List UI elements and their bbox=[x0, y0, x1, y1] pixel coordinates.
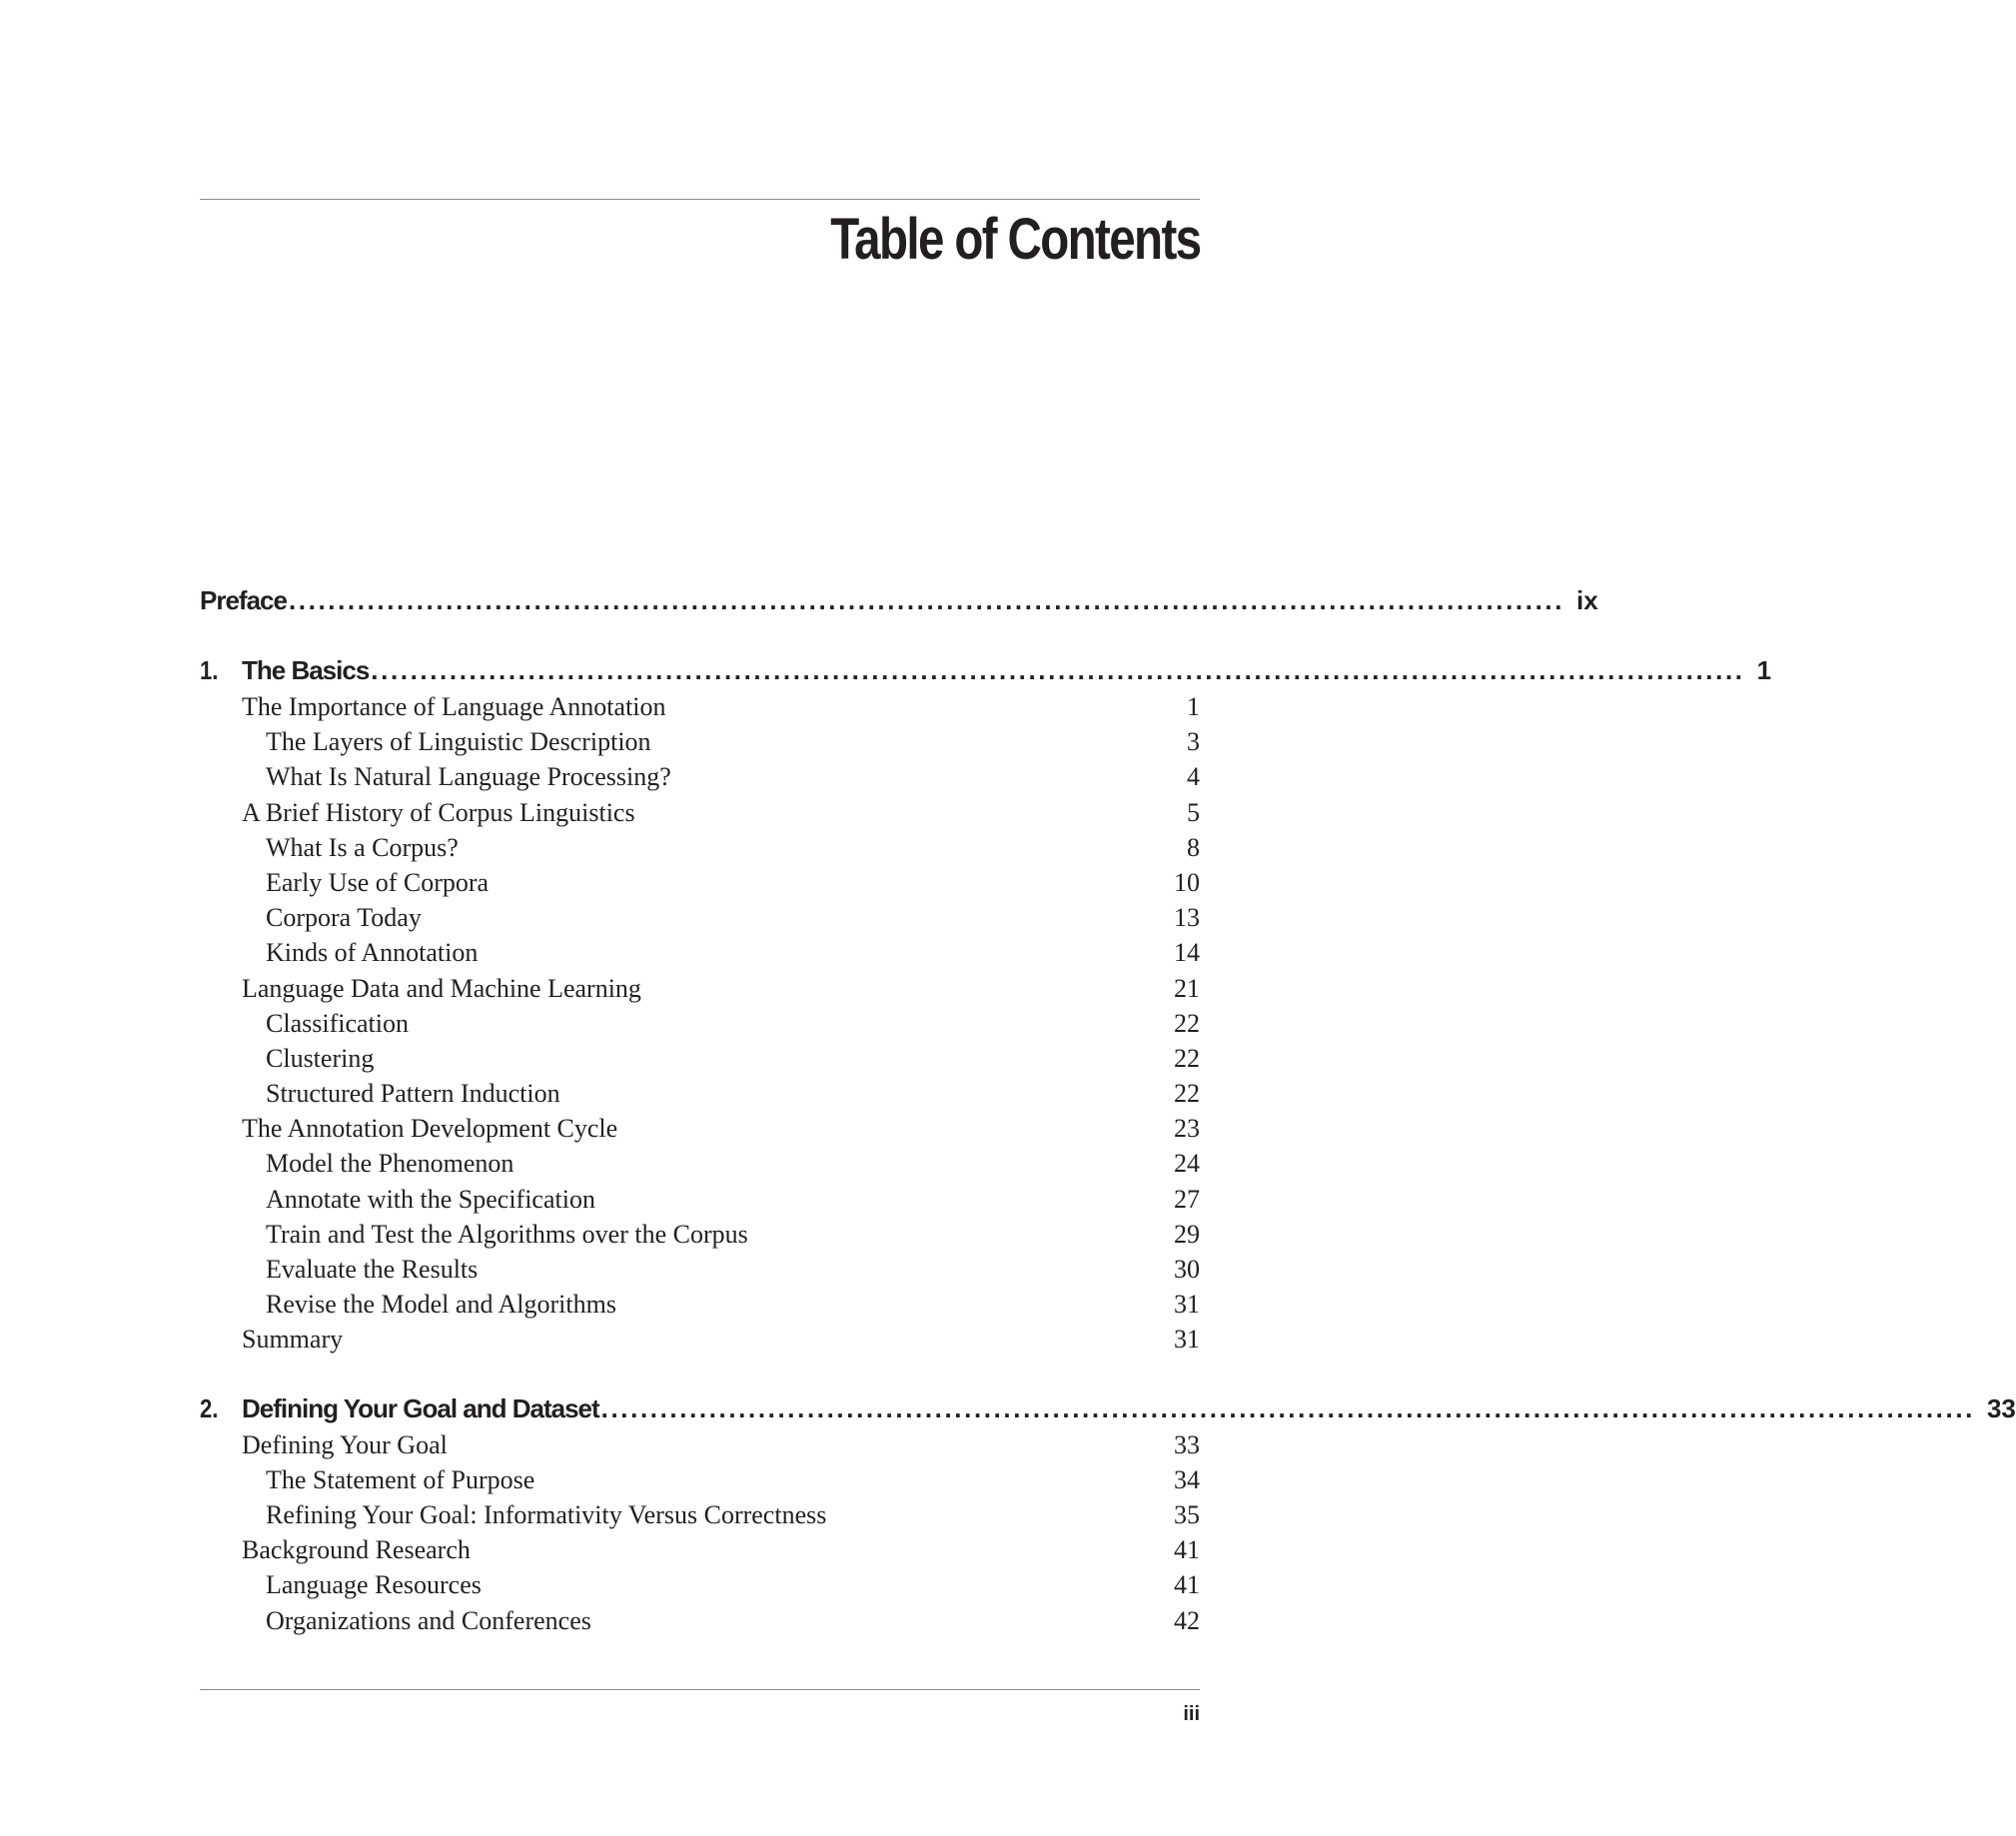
section-title: Classification bbox=[266, 1008, 409, 1038]
section-title: Clustering bbox=[266, 1043, 375, 1073]
toc-section[interactable] bbox=[200, 1567, 1200, 1602]
section-page: 30 bbox=[1174, 1255, 1200, 1284]
section-title: Summary bbox=[242, 1325, 344, 1355]
section-page: 10 bbox=[1174, 867, 1200, 897]
section-page: 33 bbox=[1174, 1429, 1200, 1459]
section-page: 8 bbox=[1187, 832, 1200, 862]
toc-section[interactable] bbox=[200, 971, 1200, 1006]
section-page: 14 bbox=[1174, 938, 1200, 968]
chapter-title: Defining Your Goal and Dataset bbox=[242, 1392, 599, 1423]
chapter-page: 33 bbox=[1986, 1392, 2016, 1423]
toc-entry-page: ix bbox=[1576, 585, 1598, 615]
chapter-title: The Basics bbox=[242, 655, 370, 685]
section-title: The Annotation Development Cycle bbox=[242, 1114, 618, 1144]
section-page: 3 bbox=[1187, 727, 1200, 757]
section-page: 29 bbox=[1174, 1219, 1200, 1249]
section-title: What Is Natural Language Processing? bbox=[266, 762, 671, 792]
toc-section[interactable] bbox=[200, 1006, 1200, 1041]
section-page: 22 bbox=[1174, 1043, 1200, 1073]
section-title: Refining Your Goal: Informativity Versus Correctness bbox=[266, 1499, 827, 1529]
section-title: The Layers of Linguistic Description bbox=[266, 727, 651, 757]
toc-section[interactable] bbox=[200, 935, 1200, 970]
toc-section[interactable] bbox=[200, 1182, 1200, 1217]
section-title: Language Data and Machine Learning bbox=[242, 973, 641, 1003]
section-title: A Brief History of Corpus Linguistics bbox=[242, 797, 635, 827]
toc-section[interactable] bbox=[200, 900, 1200, 935]
toc-entry-preface[interactable] bbox=[200, 581, 1598, 619]
section-title: Corpora Today bbox=[266, 903, 422, 933]
section-page: 5 bbox=[1187, 797, 1200, 827]
section-title: Early Use of Corpora bbox=[266, 867, 490, 897]
section-title: Train and Test the Algorithms over the Corpus bbox=[266, 1219, 748, 1249]
toc-section[interactable] bbox=[200, 1462, 1200, 1497]
section-page: 42 bbox=[1174, 1605, 1200, 1635]
section-title: Annotate with the Specification bbox=[266, 1184, 595, 1214]
dot-leader: ............................................................................................................................................ bbox=[600, 1392, 1975, 1423]
toc-section[interactable] bbox=[200, 759, 1200, 794]
dot-leader: ............................................................................................................................................ bbox=[371, 655, 1745, 685]
toc-section[interactable] bbox=[200, 689, 1200, 724]
page-title: Table of Contents bbox=[829, 207, 1200, 272]
section-page: 31 bbox=[1174, 1290, 1200, 1320]
section-page: 1 bbox=[1187, 692, 1200, 721]
toc-section[interactable] bbox=[200, 1427, 1200, 1462]
toc-entry-label: Preface bbox=[200, 585, 287, 615]
section-title: Defining Your Goal bbox=[242, 1429, 448, 1459]
section-page: 34 bbox=[1174, 1464, 1200, 1494]
section-page: 13 bbox=[1174, 903, 1200, 933]
toc-chapter-1[interactable] bbox=[200, 651, 1772, 689]
table-of-contents bbox=[200, 581, 2016, 1638]
toc-section[interactable] bbox=[200, 1217, 1200, 1252]
page-number: iii bbox=[1183, 1703, 1200, 1725]
chapter-page: 1 bbox=[1756, 655, 1772, 685]
chapter-list bbox=[200, 651, 2016, 1638]
section-title: Structured Pattern Induction bbox=[266, 1079, 560, 1109]
section-title: The Importance of Language Annotation bbox=[242, 692, 666, 721]
toc-section[interactable] bbox=[200, 1532, 1200, 1567]
toc-section[interactable] bbox=[200, 1146, 1200, 1181]
section-title: Evaluate the Results bbox=[266, 1255, 479, 1284]
section-page: 41 bbox=[1174, 1570, 1200, 1600]
section-page: 35 bbox=[1174, 1499, 1200, 1529]
chapter-number: 2. bbox=[200, 1392, 219, 1423]
toc-section[interactable] bbox=[200, 1252, 1200, 1287]
bottom-rule bbox=[200, 1689, 1200, 1690]
dot-leader: .................................................................................................................................. bbox=[288, 585, 1565, 615]
toc-section[interactable] bbox=[200, 1603, 1200, 1638]
toc-section[interactable] bbox=[200, 830, 1200, 865]
section-page: 22 bbox=[1174, 1008, 1200, 1038]
section-title: Revise the Model and Algorithms bbox=[266, 1290, 616, 1320]
section-title: Language Resources bbox=[266, 1570, 482, 1600]
toc-section[interactable] bbox=[200, 1322, 1200, 1357]
section-page: 41 bbox=[1174, 1535, 1200, 1565]
toc-chapter-2[interactable] bbox=[200, 1389, 2016, 1427]
section-page: 22 bbox=[1174, 1079, 1200, 1109]
section-title: Background Research bbox=[242, 1535, 471, 1565]
toc-section[interactable] bbox=[200, 1497, 1200, 1532]
toc-section[interactable] bbox=[200, 1287, 1200, 1322]
toc-section[interactable] bbox=[200, 1041, 1200, 1076]
section-page: 4 bbox=[1187, 762, 1200, 792]
section-page: 23 bbox=[1174, 1114, 1200, 1144]
toc-section[interactable] bbox=[200, 1076, 1200, 1111]
section-page: 27 bbox=[1174, 1184, 1200, 1214]
section-title: Model the Phenomenon bbox=[266, 1149, 514, 1179]
toc-section[interactable] bbox=[200, 724, 1200, 759]
section-title: Organizations and Conferences bbox=[266, 1605, 591, 1635]
chapter-number: 1. bbox=[200, 655, 219, 685]
section-page: 31 bbox=[1174, 1325, 1200, 1355]
section-title: The Statement of Purpose bbox=[266, 1464, 535, 1494]
section-page: 21 bbox=[1174, 973, 1200, 1003]
section-title: Kinds of Annotation bbox=[266, 938, 479, 968]
toc-section[interactable] bbox=[200, 795, 1200, 830]
section-title: What Is a Corpus? bbox=[266, 832, 459, 862]
section-page: 24 bbox=[1174, 1149, 1200, 1179]
toc-section[interactable] bbox=[200, 1111, 1200, 1146]
toc-section[interactable] bbox=[200, 865, 1200, 900]
